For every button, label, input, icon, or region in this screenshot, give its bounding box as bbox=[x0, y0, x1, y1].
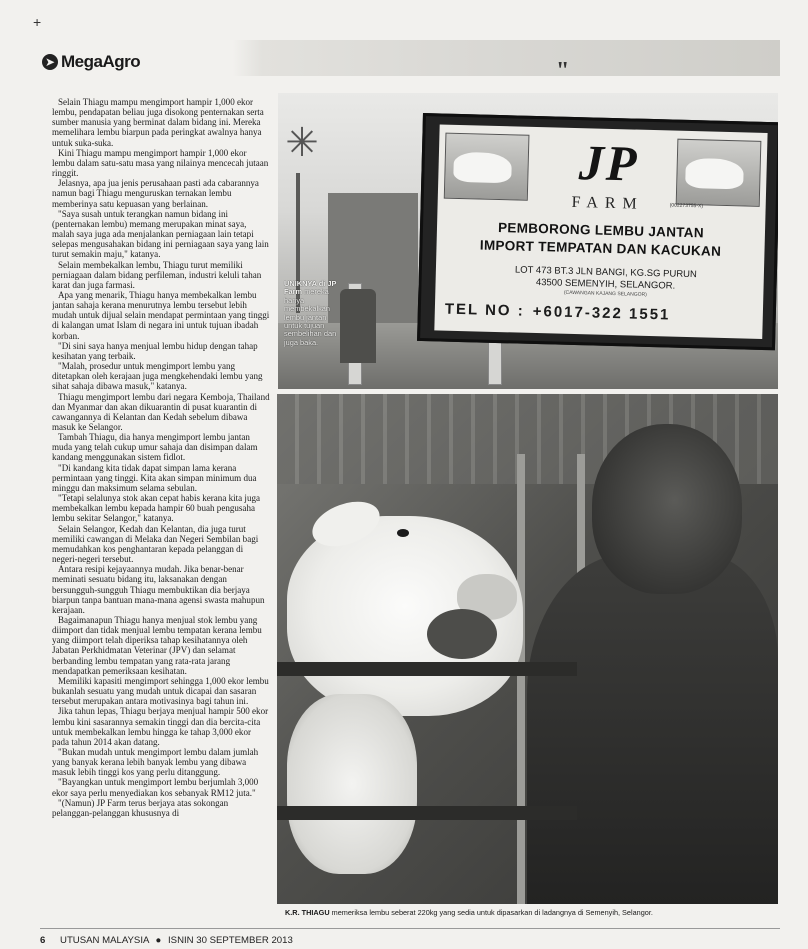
sign-tel-label: TEL NO : bbox=[444, 300, 525, 320]
article-paragraph: Jika tahun lepas, Thiagu berjaya menjual hampir 500 ekor lembu kini sasarannya semakin tinggi dan dia bercita-cita untuk membekalkan lembu hingga ke tahap 3,000 ekor pada tahun 2014 akan datang. bbox=[52, 706, 269, 747]
article-paragraph: "Bukan mudah untuk mengimport lembu dalam jumlah yang banyak kerana lebih banyak lembu yang dibawa masuk lebih tinggi kos yang perlu ditanggung. bbox=[52, 747, 259, 778]
sign-tel-number: +6017-322 1551 bbox=[532, 302, 671, 324]
pen-rail bbox=[277, 806, 577, 820]
second-cow bbox=[287, 694, 417, 874]
sign-branch: (CAWANGAN KAJANG SELANGOR) bbox=[563, 289, 647, 298]
cow-shape bbox=[453, 152, 512, 184]
sign-telephone bbox=[445, 301, 765, 326]
article-paragraph: "Bayangkan untuk mengimport lembu berjumlah 3,000 ekor saya perlu menyediakan kos sebanyak RM12 juta." bbox=[52, 777, 259, 798]
cow-shape bbox=[685, 158, 744, 190]
photo1-caption-lead: UNIKNYA di JP Farm bbox=[284, 279, 337, 297]
article-paragraph: Bagaimanapun Thiagu hanya menjual stok lembu yang diimport dan tidak menjual lembu tempatan kerana lembu yang diimport telah diperiksa tahap kesihatannya oleh Jabatan Perkhidmatan Veterinar (JPV) dan selamat berbanding lembu tempatan yang rata-rata jarang mendapatkan pemeriksaan kesihatan. bbox=[52, 614, 262, 676]
palm-tree-icon: ✳ bbox=[285, 120, 319, 165]
article-paragraph: "Malah, prosedur untuk mengimport lembu yang ditetapkan oleh kerajaan juga mengkehendaki lembu yang sihat sahaja dibawa masuk," katanya. bbox=[52, 361, 263, 392]
sign-line-2: IMPORT TEMPATAN DAN KACUKAN bbox=[479, 237, 722, 259]
article-paragraph: Kini Thiagu mampu mengimport hampir 1,000 ekor lembu dalam satu-satu masa yang nilainya mencecah jutaan ringgit. bbox=[52, 147, 269, 179]
mailbox bbox=[340, 289, 376, 363]
cow-picture bbox=[444, 133, 530, 201]
sign-address-1: LOT 473 BT.3 JLN BANGI, KG.SG PURUN bbox=[514, 264, 697, 281]
article-paragraph: "Saya susah untuk terangkan namun bidang ini (penternakan lembu) memang merupakan minat saya, malah saya juga ada menjalankan perniagaan lain tetapi selepas mengusahakan bidang ini perniagaan saya yang lain turut semakin maju," katanya. bbox=[52, 208, 269, 260]
article-paragraph: Antara resipi kejayaannya mudah. Jika benar-benar meminati sesuatu bidang itu, laksanakan dengan bersungguh-sungguh Thiagu membuktikan dia berjaya biarpun tanpa bantuan mana-mana agensi swasta mahupun kerajaan. bbox=[52, 564, 265, 615]
section-logo bbox=[42, 52, 140, 72]
publication-name: UTUSAN MALAYSIA bbox=[60, 935, 149, 946]
article-paragraph: "Di kandang kita tidak dapat simpan lama kerana permintaan yang tinggi. Kita akan simpan minimum dua minggu dan maksimum selama sebulan. bbox=[52, 462, 257, 493]
article-paragraph: Selain membekalkan lembu, Thiagu turut memiliki perniagaan dalam bidang perfileman, industri keluli tahan karat dan juga farmasi. bbox=[52, 259, 262, 290]
photo1-caption bbox=[284, 280, 344, 347]
publication-date: ISNIN 30 SEPTEMBER 2013 bbox=[168, 935, 293, 946]
circle-arrow-icon: ➤ bbox=[42, 54, 58, 70]
header-band bbox=[40, 40, 780, 76]
article-paragraph: "Tetapi selalunya stok akan cepat habis kerana kita juga membekalkan lembu kepada hampir 60 buah pengusaha lembu sekitar Selangor," katanya. bbox=[52, 493, 261, 524]
photo2-caption-text: memeriksa lembu seberat 220kg yang sedia untuk dipasarkan di ladangnya di Semenyih, Selangor. bbox=[331, 908, 653, 917]
cow-eye bbox=[397, 529, 409, 537]
sign-logo: JP bbox=[578, 134, 640, 192]
thiagu-cattle-photo bbox=[277, 394, 778, 904]
article-paragraph: Selain Thiagu mampu mengimport hampir 1,000 ekor lembu, pendapatan beliau juga disokong penternakan serta sumber manusia yang berminat dalam bidang ini. Mereka memelihara lembu biarpun pada peringkat awalnya hanya untuk suka-suka. bbox=[52, 97, 264, 148]
cow-picture bbox=[676, 139, 762, 207]
article-paragraph: Jelasnya, apa jua jenis perusahaan pasti ada cabarannya namun bagi Thiagu menguruskan ternakan lembu memberinya satu kepuasan yang berlainan. bbox=[52, 178, 259, 209]
quote-mark: " bbox=[556, 58, 570, 84]
sign-line-1: PEMBORONG LEMBU JANTAN bbox=[497, 220, 705, 241]
sign-farm: FARM bbox=[571, 193, 644, 213]
photo2-caption-lead: K.R. THIAGU bbox=[285, 908, 330, 917]
man-head bbox=[592, 424, 742, 594]
man-hand bbox=[427, 609, 497, 659]
article-paragraph: Memiliki kapasiti mengimport sehingga 1,000 ekor lembu bukanlah sesuatu yang mudah untuk dicapai dan sasaran tersebut merupakan antara motivasinya bagi tahun ini. bbox=[52, 675, 269, 707]
page-number: 6 bbox=[40, 935, 46, 946]
sign-registration: (002273755-X) bbox=[669, 202, 704, 210]
article-paragraph: Selain Selangor, Kedah dan Kelantan, dia juga turut memiliki cawangan di Melaka dan Negeri Sembilan bagi memudahkan kos penghantaran kepada pelanggan di negeri-negeri tersebut. bbox=[52, 523, 259, 565]
pen-rail bbox=[277, 662, 577, 676]
article-paragraph: Apa yang menarik, Thiagu hanya membekalkan lembu jantan sahaja kerana menurutnya lembu tersebut lebih mudah untuk dijual selain mendapat permintaan yang tinggi di kalangan umat Islam di negara ini untuk tujuan ibadah korban. bbox=[52, 289, 270, 341]
article-paragraph: Tambah Thiagu, dia hanya mengimport lembu jantan muda yang telah cukup umur sahaja dan disimpan dalam kandang menggunakan sistem fidlot. bbox=[52, 432, 258, 463]
article-paragraph: Thiagu mengimport lembu dari negara Kemboja, Thailand dan Myanmar dan akan dikuarantin di pusat kuarantin di cawangannya di Kelantan dan Kedah sebelum dibawa masuk ke Selangor. bbox=[52, 391, 270, 432]
photo1-caption-text: mereka hanya membekalkan lembu jantan untuk tujuan sembelihan dan juga baka. bbox=[284, 287, 337, 347]
man-body bbox=[527, 554, 778, 904]
sign-address-2: 43500 SEMENYIH, SELANGOR. bbox=[535, 277, 676, 292]
farm-sign-photo bbox=[278, 93, 778, 389]
farm-signboard bbox=[417, 113, 778, 350]
registration-mark: + bbox=[33, 14, 42, 30]
signboard-panel bbox=[434, 124, 767, 339]
photo2-caption bbox=[285, 908, 785, 917]
footer-rule bbox=[40, 928, 780, 929]
page-footer bbox=[40, 935, 293, 946]
article-column bbox=[52, 97, 270, 917]
article-paragraph: "(Namun) JP Farm terus berjaya atas sokongan pelanggan-pelanggan khususnya di bbox=[52, 797, 229, 818]
article-paragraph: "Di sini saya hanya menjual lembu hidup dengan tahap kesihatan yang terbaik. bbox=[52, 340, 258, 361]
separator-dot: ● bbox=[155, 935, 162, 946]
shed-beam bbox=[517, 454, 525, 904]
section-title: MegaAgro bbox=[61, 52, 141, 71]
